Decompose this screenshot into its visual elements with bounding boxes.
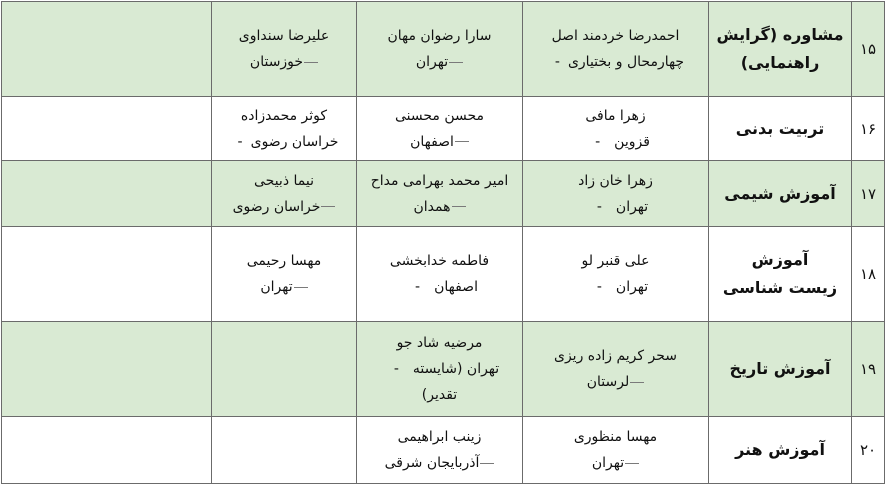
topic-cell: آموزش هنر — [709, 417, 852, 484]
table-row — [2, 417, 885, 484]
person-name: محسن محسنی — [394, 107, 485, 124]
empty-cell — [2, 417, 212, 484]
topic-cell: آموزش زیست شناسی — [709, 227, 852, 322]
person-cell — [212, 2, 357, 97]
person-cell — [523, 322, 709, 417]
dash-line — [630, 382, 644, 383]
person-cell — [212, 161, 357, 227]
person-province: همدان — [357, 194, 522, 220]
row-number: ۲۰ — [852, 417, 885, 484]
empty-cell — [2, 97, 212, 161]
person-cell — [357, 417, 523, 484]
person-province: آذربایجان شرقی — [357, 450, 522, 476]
dash-line — [455, 141, 469, 142]
person-name: کوثر محمدزاده — [240, 107, 328, 124]
dash-line — [452, 206, 466, 207]
person-name: زینب ابراهیمی — [397, 429, 482, 445]
person-cell — [212, 227, 357, 322]
row-number: ۱۹ — [852, 322, 885, 417]
person-name: مهسا رحیمی — [246, 253, 322, 269]
dash-line — [294, 287, 308, 288]
person-name: علی قنبر لو — [581, 253, 650, 269]
topic-cell: مشاوره (گرایش راهنمایی) — [709, 2, 852, 97]
person-province: تهران- — [596, 279, 649, 295]
person-cell — [357, 97, 523, 161]
person-cell — [212, 97, 357, 161]
person-cell — [523, 97, 709, 161]
person-province: اصفهان — [357, 129, 522, 155]
person-cell — [357, 227, 523, 322]
person-name: مهسا منظوری — [573, 429, 658, 445]
person-name: علیرضا سنداوی — [238, 28, 330, 44]
table-row — [2, 97, 885, 161]
empty-cell — [2, 2, 212, 97]
person-name: مرضیه شاد جو — [396, 335, 483, 351]
dash-line — [449, 62, 463, 63]
dash-line — [480, 463, 494, 464]
person-province: تهران- — [596, 198, 649, 215]
table-row — [2, 2, 885, 97]
table-row — [2, 161, 885, 227]
person-province: خوزستان — [212, 49, 356, 75]
row-number: ۱۷ — [852, 161, 885, 227]
person-province: چهارمحال و بختیاری- — [554, 54, 685, 70]
person-name: سحر کریم زاده ریزی — [553, 348, 677, 364]
person-name: زهرا خان زاد — [578, 172, 653, 189]
person-name: فاطمه خدابخشی — [389, 253, 490, 269]
topic-cell: تربیت بدنی — [709, 97, 852, 161]
dash-line — [304, 62, 318, 63]
table-row — [2, 322, 885, 417]
person-province: تهران — [212, 274, 356, 300]
person-cell — [523, 161, 709, 227]
empty-cell — [2, 322, 212, 417]
person-cell — [357, 161, 523, 227]
empty-cell — [212, 417, 357, 484]
person-province: خراسان رضوی- — [237, 133, 339, 150]
person-cell — [523, 2, 709, 97]
row-number: ۱۵ — [852, 2, 885, 97]
person-province: اصفهان- — [415, 279, 478, 295]
person-cell — [523, 417, 709, 484]
person-province: تهران — [523, 450, 708, 476]
dash-line — [321, 206, 335, 207]
person-note: تقدیر) — [421, 387, 458, 403]
person-cell — [357, 322, 523, 417]
person-name: احمدرضا خردمند اصل — [551, 28, 680, 44]
row-number: ۱۶ — [852, 97, 885, 161]
person-name: امیر محمد بهرامی مداح — [370, 172, 509, 189]
table-row — [2, 227, 885, 322]
person-province: تهران — [357, 49, 522, 75]
person-province: خراسان رضوی — [212, 194, 356, 220]
person-province: تهران (شایسته- — [393, 361, 500, 377]
provinces-topics-table — [1, 1, 885, 484]
person-cell — [523, 227, 709, 322]
empty-cell — [212, 322, 357, 417]
empty-cell — [2, 227, 212, 322]
person-name: سارا رضوان مهان — [387, 28, 492, 44]
empty-cell — [2, 161, 212, 227]
person-province: لرستان — [523, 369, 708, 395]
topic-cell: آموزش تاریخ — [709, 322, 852, 417]
person-name: زهرا مافی — [585, 107, 646, 124]
person-name: نیما ذبیحی — [254, 172, 314, 189]
row-number: ۱۸ — [852, 227, 885, 322]
dash-line — [625, 463, 639, 464]
person-province: قزوین- — [595, 133, 650, 150]
person-cell — [357, 2, 523, 97]
topic-cell: آموزش شیمی — [709, 161, 852, 227]
